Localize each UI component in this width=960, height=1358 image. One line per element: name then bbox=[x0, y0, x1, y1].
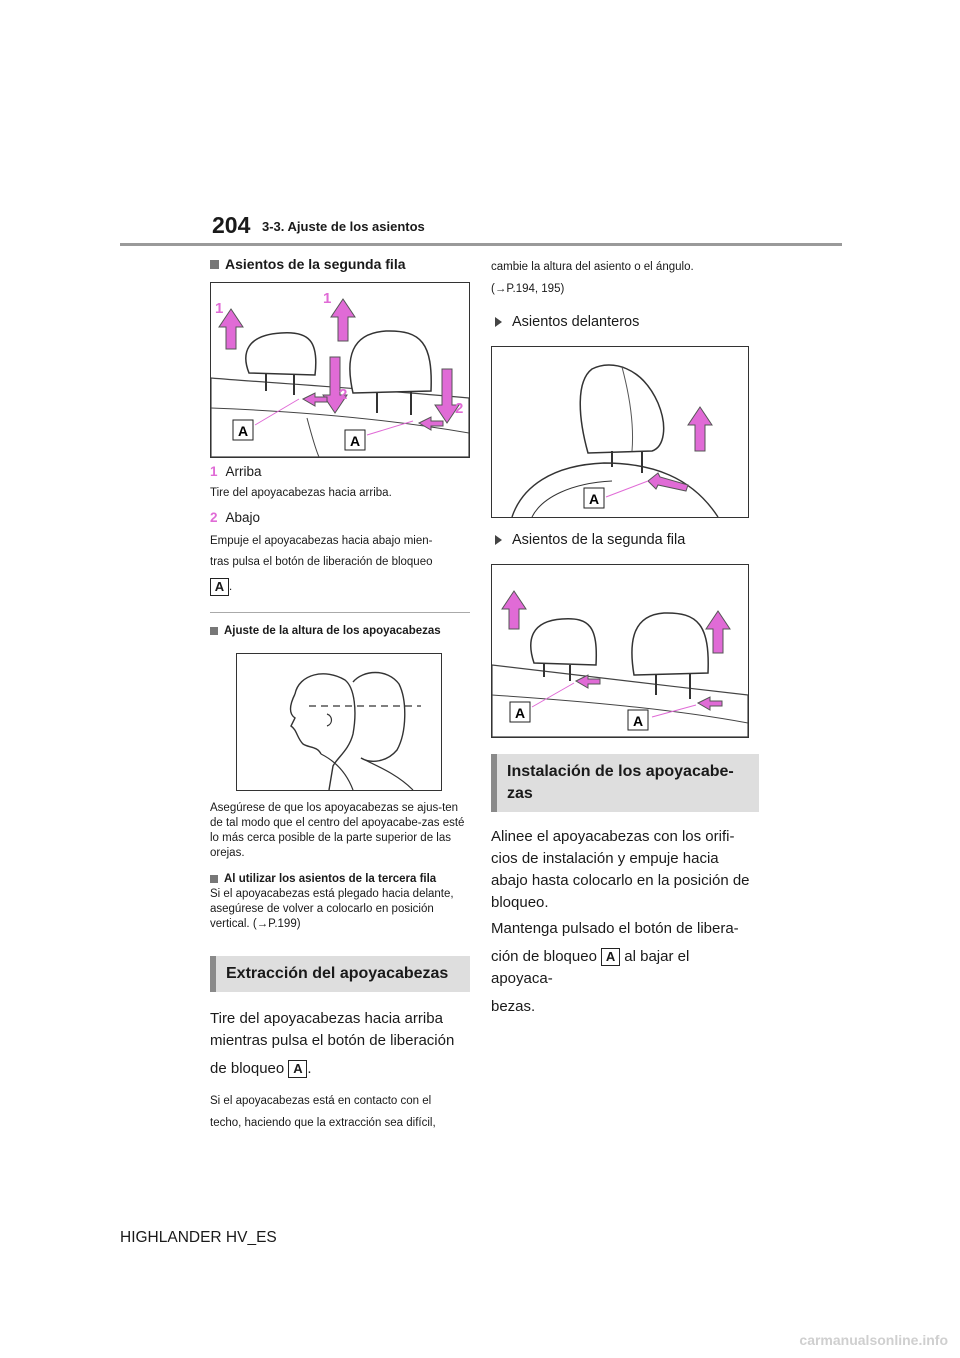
watermark: carmanualsonline.info bbox=[799, 1332, 948, 1348]
step-up-desc: Tire del apoyacabezas hacia arriba. bbox=[210, 487, 392, 499]
square-bullet-icon bbox=[210, 260, 219, 269]
left-column bbox=[210, 256, 470, 1134]
a-button-marker: A bbox=[288, 1060, 307, 1078]
step-down: 2 Abajo bbox=[210, 510, 261, 525]
header-rule bbox=[120, 243, 842, 246]
removal-text: Tire del apoyacabezas hacia arriba mientras pulsa el botón de liberación de bloqueo A . bbox=[210, 1010, 455, 1077]
third-row-desc: Si el apoyacabezas está plegado hacia delante, asegúrese de volver a colocarlo en posición vertical. (→P.199) bbox=[210, 888, 454, 930]
banner-removal: Extracción del apoyacabezas bbox=[210, 956, 470, 992]
heading-height-adjust: Ajuste de la altura de los apoyacabezas bbox=[210, 625, 470, 637]
install-text: Alinee el apoyacabezas con los orifi- cios de instalación y empuje hacia abajo hasta colocarlo en la posición de bloqueo. Mantenga pulsado el botón de libera- ción de bloqueo A al bajar el apoyaca- bezas. bbox=[491, 828, 750, 1015]
label-a-right: A bbox=[350, 433, 361, 449]
second-row-headrest-illustration bbox=[492, 565, 748, 737]
figure-second-row-adjust bbox=[210, 282, 470, 458]
page-number: 204 bbox=[212, 212, 251, 238]
removal-note-cont: cambie la altura del asiento o el ángulo. (→P.194, 195) bbox=[491, 261, 694, 295]
label-a-left: A bbox=[238, 423, 249, 439]
bullet-front-seats: Asientos delanteros bbox=[491, 314, 753, 330]
head-position-illustration bbox=[237, 654, 441, 790]
square-bullet-icon bbox=[210, 875, 218, 883]
section-title: 3-3. Ajuste de los asientos bbox=[262, 219, 425, 234]
label-a-right: A bbox=[633, 713, 644, 729]
figure-second-row-seats bbox=[491, 564, 749, 738]
label-a-left: A bbox=[515, 705, 526, 721]
step-up: 1 Arriba bbox=[210, 464, 262, 479]
right-column bbox=[491, 256, 753, 1018]
height-desc: Asegúrese de que los apoyacabezas se ajus-ten de tal modo que el centro del apoyacabe-zas esté lo más cerca posible de la parte superior de las orejas. bbox=[210, 802, 465, 859]
step-down-desc: Empuje el apoyacabezas hacia abajo mien- tras pulsa el botón de liberación de bloqueo A . bbox=[210, 535, 433, 595]
square-bullet-icon bbox=[210, 627, 218, 635]
label-a: A bbox=[589, 491, 600, 507]
label-1-right: 1 bbox=[323, 290, 332, 307]
footer-model: HIGHLANDER HV_ES bbox=[120, 1229, 277, 1246]
bullet-second-row: Asientos de la segunda fila bbox=[491, 532, 753, 548]
label-1-left: 1 bbox=[215, 300, 224, 317]
triangle-bullet-icon bbox=[495, 317, 502, 327]
heading-third-row: Al utilizar los asientos de la tercera fila bbox=[210, 873, 470, 885]
figure-front-seats bbox=[491, 346, 749, 518]
figure-height-adjust bbox=[236, 653, 442, 791]
heading-second-row: Asientos de la segunda fila bbox=[210, 256, 470, 272]
headrest-adjust-illustration bbox=[211, 283, 469, 457]
banner-install: Instalación de los apoyacabe-zas bbox=[491, 754, 759, 812]
removal-note: Si el apoyacabezas está en contacto con el techo, haciendo que la extracción sea difícil, bbox=[210, 1095, 436, 1129]
label-2-left: 2 bbox=[339, 386, 348, 403]
a-button-marker: A bbox=[601, 948, 620, 966]
triangle-bullet-icon bbox=[495, 535, 502, 545]
a-button-marker: A bbox=[210, 578, 229, 596]
divider bbox=[210, 612, 470, 613]
label-2-right: 2 bbox=[455, 400, 464, 417]
front-seat-headrest-illustration bbox=[492, 347, 748, 517]
